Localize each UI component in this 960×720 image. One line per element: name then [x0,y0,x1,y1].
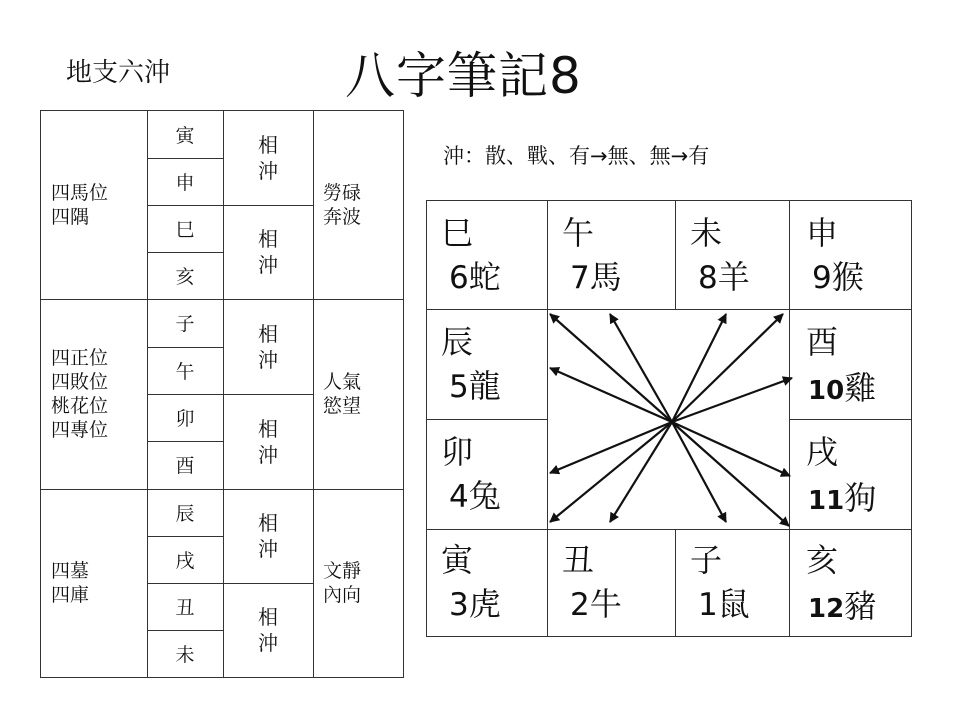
branch-cell: 未 [175,644,195,666]
clash-arrow [550,422,672,522]
zodiac-animal: 8羊 [698,258,750,296]
branch-cell: 丑 [175,597,195,619]
clash-arrow [610,314,672,422]
zodiac-animal: 5龍 [449,367,501,405]
zodiac-animal: 3虎 [449,585,501,623]
branch-cell: 午 [175,361,195,383]
branch-char: 酉 [806,323,839,361]
branch-cell: 寅 [175,125,195,147]
relation-label: 相沖 [258,511,278,561]
zodiac-animal: 2牛 [570,585,622,623]
meaning-cell: 勞碌 奔波 [323,182,362,228]
branch-char: 午 [562,214,595,252]
clash-arrow [550,368,672,422]
clash-arrows [426,200,912,637]
branch-cell: 戌 [175,550,195,572]
zodiac-animal: 1鼠 [698,585,750,623]
branch-cell: 辰 [175,503,195,525]
zodiac-animal: 12豬 [808,587,877,625]
zodiac-animal: 9猴 [812,258,864,296]
relation-label: 相沖 [258,605,278,655]
branch-char: 巳 [441,214,474,252]
branch-char: 辰 [441,323,474,361]
clash-arrow [672,314,783,422]
page-title: 八字筆記8 [345,47,582,105]
meaning-cell: 人氣 慾望 [323,371,362,417]
zodiac-grid [426,200,912,637]
branch-char: 未 [690,214,723,252]
group-name: 四正位 四敗位 桃花位 四專位 [51,347,109,441]
relation-label: 相沖 [258,133,278,183]
branch-char: 卯 [441,433,474,471]
branch-cell: 申 [175,172,195,194]
branch-char: 丑 [562,541,595,579]
clash-arrow [610,422,672,522]
zodiac-animal: 4兔 [449,477,501,515]
zodiac-animal: 7馬 [570,258,622,296]
meaning-cell: 文靜 內向 [323,560,362,606]
clash-note: 沖：散、戰、有→無、無→有 [443,144,710,168]
relation-label: 相沖 [258,227,278,277]
branch-cell: 巳 [175,219,195,241]
group-name: 四馬位 四隅 [51,182,109,228]
relation-label: 相沖 [258,321,278,372]
topic-heading: 地支六沖 [66,58,171,88]
branch-char: 寅 [441,541,474,579]
relation-label: 相沖 [258,416,278,467]
branch-char: 申 [806,214,839,252]
zodiac-animal: 10雞 [808,369,877,407]
branch-cell: 卯 [175,408,195,430]
clash-arrow [550,314,672,422]
branch-char: 子 [690,541,723,579]
clash-arrow [672,422,790,476]
branch-cell: 亥 [175,266,195,288]
branch-char: 戌 [806,433,839,471]
clash-arrow [550,422,672,473]
branch-char: 亥 [806,541,839,579]
branch-cell: 子 [175,313,195,335]
table-divider [313,111,314,677]
clash-table [40,110,404,678]
zodiac-animal: 6蛇 [449,258,501,296]
clash-arrow [672,422,726,522]
clash-arrow [672,422,789,526]
branch-cell: 酉 [175,455,195,477]
zodiac-animal: 11狗 [808,479,877,517]
group-name: 四墓 四庫 [51,560,90,606]
